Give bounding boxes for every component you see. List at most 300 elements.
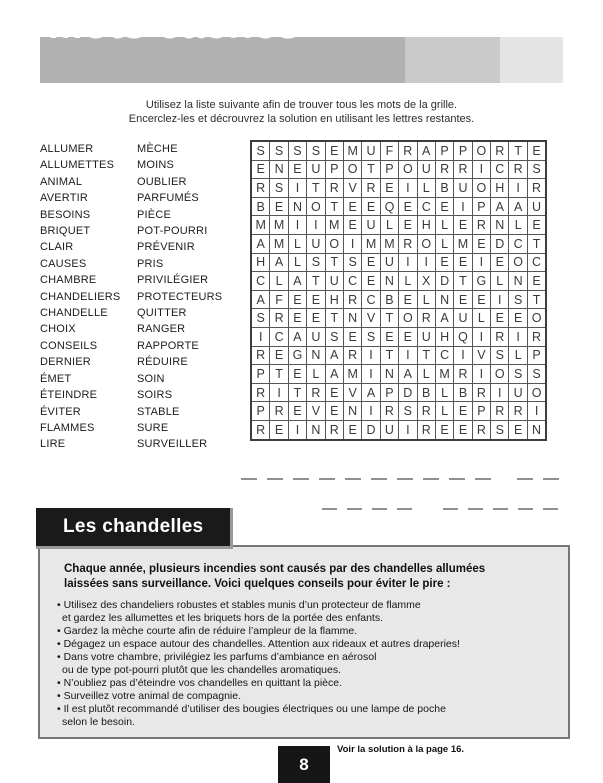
word-gap [422,509,443,510]
solution-letter-blank [345,478,361,480]
solution-letter-blank [443,508,458,510]
grid-cell: G [288,346,306,365]
grid-cell: B [417,383,435,402]
word-list-item: MOINS [137,159,175,172]
grid-cell: E [435,420,453,439]
grid-cell: I [509,179,527,198]
grid-cell: V [307,402,325,421]
grid-cell: O [343,160,361,179]
word-list-item: SURVEILLER [137,438,208,451]
grid-cell: P [435,141,453,160]
grid-cell: O [307,197,325,216]
grid-cell: O [399,160,417,179]
grid-cell: P [472,402,490,421]
grid-cell: I [472,160,490,179]
grid-cell: M [325,216,343,235]
grid-cell: E [454,420,472,439]
grid-cell: C [417,197,435,216]
grid-cell: I [362,365,380,384]
word-list-item: SOIRS [137,389,173,402]
grid-cell: E [307,290,325,309]
grid-cell: D [399,383,417,402]
grid-cell: S [251,141,270,160]
grid-row [251,272,546,291]
section-title: Les chandelles [63,516,204,537]
grid-cell: P [454,141,472,160]
grid-cell: I [454,197,472,216]
grid-cell: N [270,160,288,179]
grid-cell: O [472,141,490,160]
grid-cell: A [251,234,270,253]
grid-cell: B [435,179,453,198]
grid-cell: C [362,290,380,309]
bullet-continuation-line: et gardez les allumettes et les briquets hors de la portée des enfants. [62,612,384,624]
word-list-item: LIRE [40,438,66,451]
grid-cell: N [380,272,398,291]
grid-cell: N [527,420,546,439]
word-gap [501,479,517,480]
grid-cell: V [343,383,361,402]
grid-cell: P [251,365,270,384]
word-list-item: PRÉVENIR [137,241,195,254]
grid-cell: E [509,420,527,439]
word-list-item: STABLE [137,405,180,418]
word-list-item: ÉMET [40,372,72,385]
grid-cell: E [454,402,472,421]
grid-cell: R [307,383,325,402]
solution-letter-blank [267,478,283,480]
bullet-line: • Gardez la mèche courte afin de réduire l’ampleur de la flamme. [57,625,358,637]
grid-cell: L [288,234,306,253]
grid-cell: I [417,253,435,272]
grid-cell: E [527,141,546,160]
grid-cell: S [509,290,527,309]
grid-cell: D [362,420,380,439]
grid-cell: S [288,141,306,160]
grid-cell: E [251,160,270,179]
banner-segment-light [500,37,563,83]
grid-cell: O [417,234,435,253]
word-list-item: RANGER [137,323,186,336]
word-list-item: PRIVILÉGIER [137,274,209,287]
grid-cell: E [362,272,380,291]
grid-cell: F [270,290,288,309]
bullet-line: • Dégagez un espace autour des chandelles. Attention aux rideaux et autres draperies! [57,638,460,650]
grid-cell: C [251,272,270,291]
grid-cell: P [251,402,270,421]
solution-letter-blank [449,478,465,480]
grid-cell: I [491,290,509,309]
bullet-line: • Utilisez des chandeliers robustes et stables munis d’un protecteur de flamme [57,599,421,611]
grid-cell: R [491,327,509,346]
word-list-item: CHOIX [40,323,76,336]
grid-cell: E [454,216,472,235]
grid-cell: H [325,290,343,309]
grid-row [251,253,546,272]
grid-cell: A [270,253,288,272]
chandelles-panel [38,545,570,739]
grid-cell: U [380,253,398,272]
bullet-line: • Surveillez votre animal de compagnie. [57,690,242,702]
word-list-item: PRIS [137,257,164,270]
grid-cell: R [399,234,417,253]
grid-cell: P [472,197,490,216]
grid-cell: E [288,160,306,179]
grid-cell: E [399,197,417,216]
grid-cell: T [380,346,398,365]
grid-cell: P [325,160,343,179]
instructions-line1: Utilisez la liste suivante afin de trouver tous les mots de la grille. [145,99,458,111]
grid-cell: E [472,290,490,309]
grid-cell: U [380,420,398,439]
grid-cell: B [251,197,270,216]
grid-cell: U [307,160,325,179]
grid-cell: E [270,197,288,216]
grid-cell: T [527,290,546,309]
word-list-item: AVERTIR [40,192,89,205]
grid-cell: O [509,253,527,272]
word-list-item: PROTECTEURS [137,290,223,303]
grid-cell: M [454,234,472,253]
grid-cell: M [380,234,398,253]
grid-cell: V [472,346,490,365]
grid-cell: E [343,197,361,216]
grid-cell: T [270,365,288,384]
word-list [40,141,234,453]
grid-cell: I [362,346,380,365]
grid-cell: L [288,253,306,272]
grid-cell: B [380,290,398,309]
grid-cell: S [527,365,546,384]
grid-cell: L [399,272,417,291]
page-number: 8 [299,754,309,774]
grid-cell: A [325,365,343,384]
word-list-item: MÈCHE [137,143,178,155]
grid-row [251,179,546,198]
grid-cell: L [417,365,435,384]
grid-cell: E [288,402,306,421]
grid-cell: I [288,420,306,439]
grid-cell: L [270,272,288,291]
grid-cell: T [417,346,435,365]
word-list-column-2 [137,141,234,453]
grid-cell: A [399,365,417,384]
word-list-item: CAUSES [40,257,87,270]
grid-cell: E [288,290,306,309]
grid-row [251,309,546,328]
grid-cell: O [399,309,417,328]
grid-cell: O [527,309,546,328]
grid-cell: N [343,309,361,328]
grid-cell: T [325,309,343,328]
grid-cell: D [491,234,509,253]
word-list-item: RÉDUIRE [137,356,188,369]
grid-cell: C [491,160,509,179]
word-list-item: ALLUMER [40,143,94,155]
solution-letter-blank [493,508,508,510]
grid-cell: I [472,365,490,384]
grid-cell: R [343,346,361,365]
grid-cell: Q [380,197,398,216]
chandelles-intro [64,562,558,591]
grid-cell: T [325,253,343,272]
grid-cell: E [288,365,306,384]
grid-cell: O [491,365,509,384]
grid-cell: F [380,141,398,160]
grid-cell: R [325,179,343,198]
grid-row [251,365,546,384]
word-list-item: ALLUMETTES [40,159,115,172]
grid-cell: I [399,179,417,198]
grid-cell: E [454,253,472,272]
bullet-line: • N’oubliez pas d’éteindre vos chandelles en quittant la pièce. [57,677,343,689]
grid-cell: E [325,402,343,421]
grid-cell: I [251,327,270,346]
grid-cell: U [307,234,325,253]
grid-cell: S [270,141,288,160]
grid-row [251,160,546,179]
word-list-item: QUITTER [137,307,187,320]
grid-cell: D [435,272,453,291]
grid-cell: R [251,383,270,402]
grid-cell: R [454,160,472,179]
grid-cell: R [343,290,361,309]
solution-letter-blank [517,478,533,480]
grid-cell: U [417,327,435,346]
grid-cell: C [527,253,546,272]
word-search-grid [250,140,547,441]
grid-cell: M [270,216,288,235]
bullet-line: • Dans votre chambre, privilégiez les parfums d’ambiance en aérosol [57,651,377,663]
grid-row [251,290,546,309]
grid-cell: M [343,141,361,160]
grid-cell: S [270,179,288,198]
grid-cell: E [343,216,361,235]
word-list-item: ÉTEINDRE [40,389,98,402]
grid-cell: U [527,197,546,216]
grid-cell: H [435,327,453,346]
grid-cell: A [435,309,453,328]
grid-cell: E [472,234,490,253]
grid-cell: C [509,234,527,253]
grid-cell: I [509,327,527,346]
grid-cell: E [491,309,509,328]
grid-row [251,383,546,402]
grid-cell: E [491,253,509,272]
solution-letter-blank [475,478,491,480]
grid-cell: N [509,272,527,291]
word-list-item: CHANDELIERS [40,290,121,303]
page-title: Mots cachés [48,0,301,47]
grid-cell: A [288,327,306,346]
grid-cell: E [270,420,288,439]
grid-cell: U [417,160,435,179]
solution-letter-blank [543,508,558,510]
grid-cell: T [288,383,306,402]
grid-cell: E [399,216,417,235]
grid-cell: R [270,309,288,328]
grid-cell: T [380,309,398,328]
grid-cell: P [380,160,398,179]
grid-cell: Q [454,327,472,346]
grid-cell: R [251,346,270,365]
grid-cell: T [325,197,343,216]
grid-row [251,197,546,216]
grid-cell: P [527,346,546,365]
grid-cell: U [307,327,325,346]
grid-cell: U [362,141,380,160]
solution-letter-blank [423,478,439,480]
grid-cell: R [491,402,509,421]
grid-cell: L [472,309,490,328]
grid-cell: T [307,179,325,198]
word-list-item: OUBLIER [137,175,187,188]
grid-cell: R [362,179,380,198]
grid-cell: E [325,141,343,160]
grid-cell: L [417,290,435,309]
grid-cell: N [307,346,325,365]
word-list-item: CHAMBRE [40,274,97,287]
grid-cell: N [288,197,306,216]
grid-cell: S [509,365,527,384]
grid-cell: R [472,383,490,402]
grid-cell: I [307,216,325,235]
grid-cell: V [343,179,361,198]
grid-cell: L [435,402,453,421]
word-list-item: POT-POURRI [137,225,208,238]
grid-cell: T [527,234,546,253]
grid-row [251,327,546,346]
grid-cell: I [399,253,417,272]
grid-cell: N [435,290,453,309]
grid-cell: R [435,160,453,179]
bullet-continuation-line: ou de type pot-pourri plutôt que les chandelles aromatiques. [62,664,342,676]
grid-cell: I [288,216,306,235]
grid-cell: R [509,160,527,179]
grid-cell: R [251,179,270,198]
intro-line1: Chaque année, plusieurs incendies sont causés par des chandelles allumées [64,563,486,575]
grid-cell: E [435,253,453,272]
grid-cell: E [380,179,398,198]
word-list-column-1 [40,141,137,453]
grid-cell: X [417,272,435,291]
grid-cell: E [307,309,325,328]
grid-cell: G [472,272,490,291]
grid-cell: E [380,327,398,346]
grid-cell: R [325,420,343,439]
grid-cell: E [362,253,380,272]
section-title-box [36,508,233,549]
grid-cell: U [362,216,380,235]
grid-cell: E [527,272,546,291]
grid-cell: T [307,272,325,291]
instructions [40,98,563,126]
solution-blanks-line1 [241,478,569,480]
grid-cell: A [251,290,270,309]
grid-cell: S [307,253,325,272]
word-list-item: SURE [137,421,169,434]
grid-cell: I [472,327,490,346]
word-list-item: ÉVITER [40,405,81,418]
grid-cell: N [343,402,361,421]
grid-cell: L [509,346,527,365]
grid-cell: R [491,141,509,160]
grid-cell: I [362,402,380,421]
grid-cell: N [307,420,325,439]
grid-cell: R [472,216,490,235]
grid-cell: L [417,179,435,198]
grid-cell: R [417,402,435,421]
grid-cell: E [362,197,380,216]
grid-row [251,141,546,160]
grid-cell: R [270,402,288,421]
solution-letter-blank [241,478,257,480]
intro-line2: laissées sans surveillance. Voici quelques conseils pour éviter le pire : [64,577,451,590]
grid-cell: A [362,383,380,402]
grid-cell: M [362,234,380,253]
bullet-line: • Il est plutôt recommandé d’utiliser des bougies électriques ou une lampe de poche [57,703,446,715]
grid-cell: L [307,365,325,384]
grid-cell: H [491,179,509,198]
grid-cell: I [270,383,288,402]
grid-cell: L [435,383,453,402]
chandelles-bullet-list [57,599,560,729]
grid-cell: S [362,327,380,346]
solution-letter-blank [319,478,335,480]
grid-cell: E [527,216,546,235]
word-list-item: PARFUMÉS [137,192,199,205]
grid-cell: L [435,234,453,253]
grid-cell: I [472,253,490,272]
grid-cell: S [343,253,361,272]
grid-row [251,216,546,235]
solution-letter-blank [543,478,559,480]
grid-cell: I [399,420,417,439]
solution-letter-blank [397,508,412,510]
grid-cell: S [527,160,546,179]
grid-cell: B [454,383,472,402]
word-list-item: BESOINS [40,208,91,221]
grid-row [251,420,546,439]
grid-cell: N [491,216,509,235]
grid-cell: I [454,346,472,365]
grid-cell: M [435,365,453,384]
solution-letter-blank [322,508,337,510]
word-list-item: DERNIER [40,356,91,369]
grid-cell: T [362,160,380,179]
grid-cell: R [417,420,435,439]
solution-letter-blank [293,478,309,480]
grid-cell: C [435,346,453,365]
grid-cell: E [435,197,453,216]
grid-cell: A [509,197,527,216]
grid-cell: I [343,234,361,253]
grid-cell: A [491,197,509,216]
grid-cell: C [343,272,361,291]
grid-cell: M [270,234,288,253]
grid-cell: R [527,179,546,198]
grid-cell: U [454,179,472,198]
grid-cell: H [417,216,435,235]
footer-note: Voir la solution à la page 16. [337,744,465,755]
grid-cell: I [491,383,509,402]
grid-cell: S [307,141,325,160]
bullet-continuation-line: selon le besoin. [62,716,135,728]
grid-cell: E [399,327,417,346]
grid-cell: E [325,383,343,402]
solution-letter-blank [372,508,387,510]
grid-cell: L [509,216,527,235]
